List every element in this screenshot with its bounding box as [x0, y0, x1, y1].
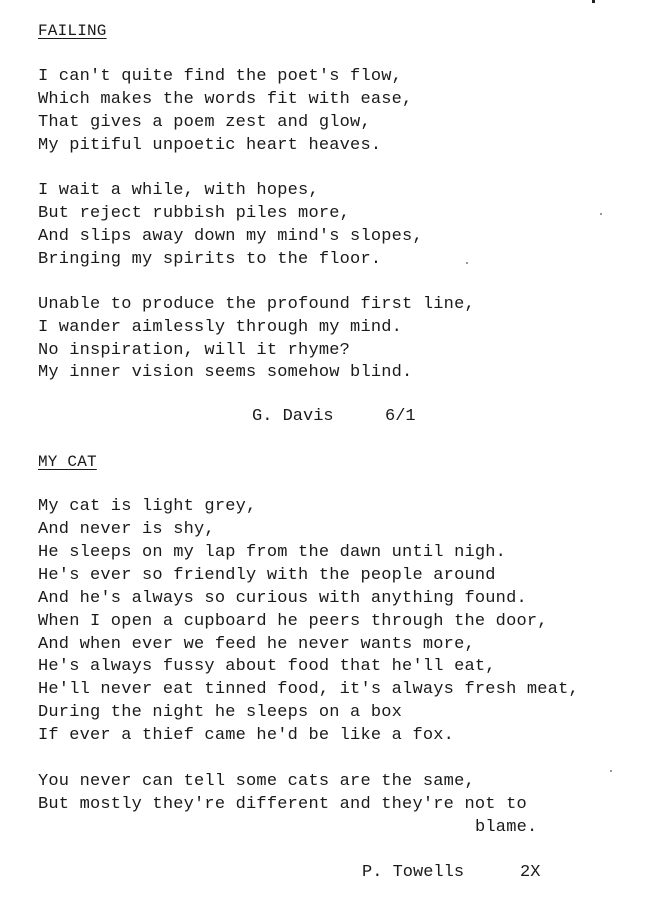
poem-line: During the night he sleeps on a box [38, 703, 403, 722]
poem-line: No inspiration, will it rhyme? [38, 341, 351, 360]
scan-speck [600, 213, 602, 215]
poem-author-form: 2X [520, 863, 541, 882]
poem-line: And slips away down my mind's slopes, [38, 227, 423, 246]
poem-line: Unable to produce the profound first line, [38, 295, 475, 314]
poem-line: Bringing my spirits to the floor. [38, 250, 382, 269]
scan-speck [610, 770, 612, 772]
poem-line: And never is shy, [38, 520, 215, 539]
poem-line: Which makes the words fit with ease, [38, 90, 413, 109]
poem-line: My pitiful unpoetic heart heaves. [38, 136, 382, 155]
poem-line: He's ever so friendly with the people around [38, 566, 496, 585]
poem-author-form: 6/1 [385, 407, 416, 426]
poem-author: P. Towells [362, 863, 465, 882]
poem-line: If ever a thief came he'd be like a fox. [38, 726, 455, 745]
poem-line: And when ever we feed he never wants more, [38, 635, 475, 654]
poem-line: My inner vision seems somehow blind. [38, 363, 413, 382]
poem-line: I can't quite find the poet's flow, [38, 67, 403, 86]
poem-line: When I open a cupboard he peers through the door, [38, 612, 548, 631]
poem-line: I wait a while, with hopes, [38, 181, 319, 200]
scan-speck [466, 262, 468, 264]
poem-line: That gives a poem zest and glow, [38, 113, 371, 132]
poem-line: You never can tell some cats are the same, [38, 772, 475, 791]
poem-title-my-cat: MY CAT [38, 453, 97, 471]
poem-line: He'll never eat tinned food, it's always fresh meat, [38, 680, 579, 699]
poem-title-failing: FAILING [38, 22, 107, 40]
poem-line: He sleeps on my lap from the dawn until nigh. [38, 543, 507, 562]
poem-line: He's always fussy about food that he'll eat, [38, 657, 496, 676]
poem-line: My cat is light grey, [38, 497, 257, 516]
poem-line: But mostly they're different and they're not to [38, 795, 527, 814]
poem-line-continuation: blame. [475, 818, 538, 837]
scan-mark [592, 0, 595, 3]
poem-line: But reject rubbish piles more, [38, 204, 351, 223]
poem-line: I wander aimlessly through my mind. [38, 318, 403, 337]
poem-line: And he's always so curious with anything found. [38, 589, 527, 608]
poem-author: G. Davis [252, 407, 334, 426]
